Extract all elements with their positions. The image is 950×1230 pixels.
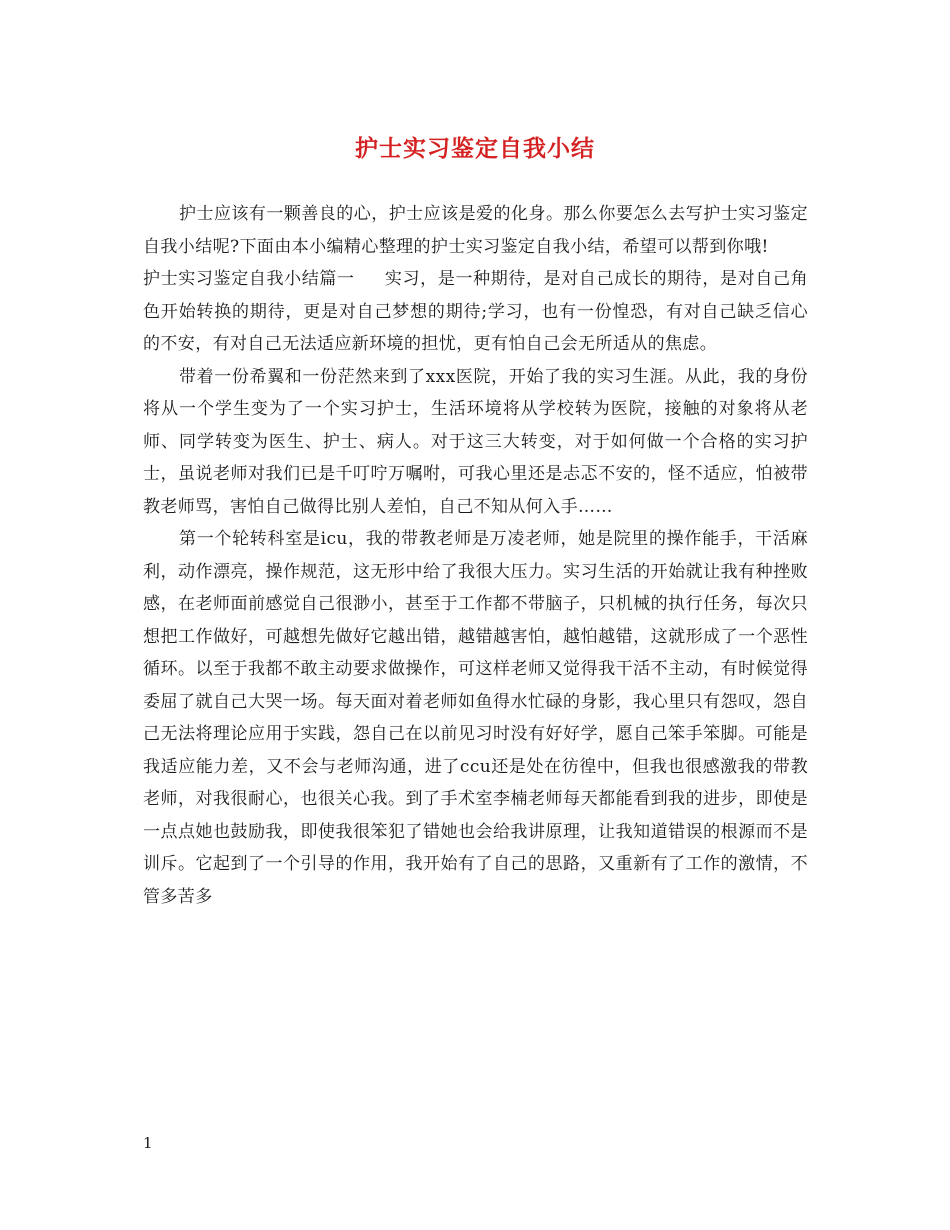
page-number: 1	[143, 1134, 153, 1152]
document-title: 护士实习鉴定自我小结	[355, 135, 595, 162]
intro-paragraph: 护士应该有一颗善良的心，护士应该是爱的化身。那么你要怎么去写护士实习鉴定自我小结呢?下面由本小编精心整理的护士实习鉴定自我小结，希望可以帮到你哦!	[143, 204, 808, 257]
body-paragraph-3: 第一个轮转科室是icu，我的带教老师是万凌老师，她是院里的操作能手，干活麻利，动作漂亮，操作规范，这无形中给了我很大压力。实习生活的开始就让我有种挫败感，在老师面前感觉自己很渺小，甚至于工作都不带脑子，只机械的执行任务，每次只想把工作做好，可越想先做好它越出错，越错越害怕，越怕越错，这就形成了一个恶性循环。以至于我都不敢主动要求做操作，可这样老师又觉得我干活不主动，有时候觉得委屈了就自己大哭一场。每天面对着老师如鱼得水忙碌的身影，我心里只有怨叹，怨自己无法将理论应用于实践，怨自己在以前见习时没有好好学，愿自己笨手笨脚。可能是我适应能力差，又不会与老师沟通，进了ccu还是处在彷徨中，但我也很感激我的带教老师，对我很耐心，也很关心我。到了手术室李楠老师每天都能看到我的进步，即使是一点点她也鼓励我，即使我很笨犯了错她也会给我讲原理，让我知道错误的根源而不是训斥。它起到了一个引导的作用，我开始有了自己的思路，又重新有了工作的激情，不管多苦多	[143, 529, 808, 907]
section-paragraph-text: 实习，是一种期待，是对自己成长的期待，是对自己角色开始转换的期待，更是对自己梦想的期待;学习，也有一份惶恐，有对自己缺乏信心的不安，有对自己无法适应新环境的担忧，更有怕自己会无所适从的焦虑。	[143, 269, 808, 354]
document-body	[143, 198, 808, 913]
section-heading: 护士实习鉴定自我小结篇一	[143, 269, 355, 289]
section-paragraph	[143, 263, 808, 361]
body-paragraph-2: 带着一份希翼和一份茫然来到了xxx医院，开始了我的实习生涯。从此，我的身份将从一个学生变为了一个实习护士，生活环境将从学校转为医院，接触的对象将从老师、同学转变为医生、护士、病人。对于这三大转变，对于如何做一个合格的实习护士，虽说老师对我们已是千叮咛万嘱咐，可我心里还是忐忑不安的，怪不适应，怕被带教老师骂，害怕自己做得比别人差怕，自己不知从何入手……	[143, 366, 808, 517]
